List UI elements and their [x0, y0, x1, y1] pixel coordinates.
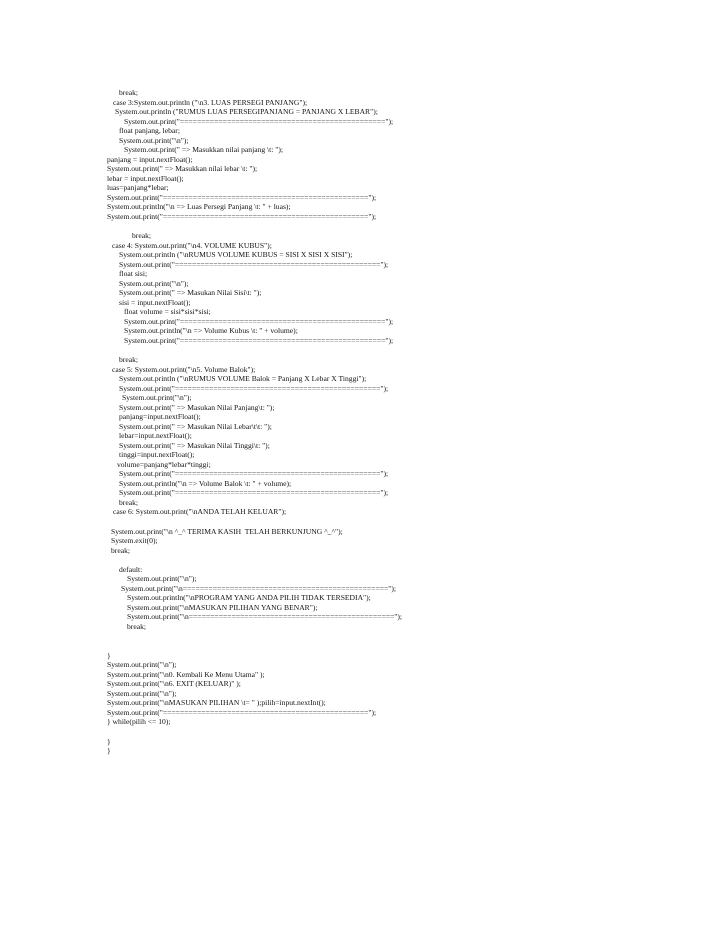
code-line: System.out.print("\n================================================");	[127, 612, 403, 621]
code-line: System.out.print(" => Masukkan nilai panjang \t: ");	[124, 145, 284, 154]
code-line: System.exit(0);	[111, 536, 158, 545]
code-line: case 6: System.out.print("\nANDA TELAH KELUAR");	[113, 507, 287, 516]
code-line: case 3:System.out.println ("\n3. LUAS PERSEGI PANJANG");	[113, 98, 308, 107]
code-line: break;	[111, 546, 130, 555]
code-line: System.out.println("\n => Luas Persegi Panjang \t: " + luas);	[107, 202, 291, 211]
code-line: System.out.print("\n");	[119, 136, 189, 145]
code-line: case 4: System.out.print("\n4. VOLUME KUBUS");	[112, 241, 272, 250]
code-line: System.out.print(" => Masukan Nilai Sisi\t: ");	[119, 288, 262, 297]
code-line: break;	[132, 231, 151, 240]
code-line: System.out.print("\n================================================");	[121, 584, 397, 593]
code-line: System.out.print("================================================");	[107, 708, 377, 717]
code-line: System.out.print("\nMASUKAN PILIHAN YANG BENAR");	[127, 603, 318, 612]
code-line: System.out.print("\n");	[127, 574, 197, 583]
code-line: System.out.print(" => Masukan Nilai Lebar\t\t: ");	[119, 422, 272, 431]
code-line: } while(pilih <= 10);	[107, 717, 171, 726]
code-line: System.out.print("================================================");	[119, 384, 389, 393]
code-line: panjang=input.nextFloat();	[119, 412, 201, 421]
code-line: System.out.print("================================================");	[124, 117, 394, 126]
code-line: break;	[119, 355, 138, 364]
code-line: tinggi=input.nextFloat();	[119, 450, 195, 459]
code-line: lebar = input.nextFloat();	[107, 174, 184, 183]
code-line: System.out.print("\n");	[107, 660, 177, 669]
code-line: System.out.print("================================================");	[119, 488, 389, 497]
code-line: panjang = input.nextFloat();	[107, 155, 193, 164]
code-line: System.out.print(" => Masukkan nilai lebar \t: ");	[107, 164, 258, 173]
code-line: default:	[119, 565, 143, 574]
code-line: System.out.print("\n0. Kembali Ke Menu Utama" );	[107, 670, 265, 679]
code-line: }	[107, 737, 111, 746]
code-line: System.out.print("================================================");	[124, 336, 394, 345]
code-line: lebar=input.nextFloat();	[119, 431, 192, 440]
code-line: float volume = sisi*sisi*sisi;	[124, 307, 211, 316]
code-line: case 5: System.out.print("\n5. Volume Balok");	[112, 365, 256, 374]
code-line: volume=panjang*lebar*tinggi;	[117, 460, 211, 469]
code-line: break;	[119, 88, 138, 97]
code-line: float panjang, lebar;	[119, 126, 180, 135]
code-line: System.out.println ("\nRUMUS VOLUME Balok = Panjang X Lebar X Tinggi");	[119, 374, 367, 383]
code-line: System.out.print(" => Masukan Nilai Panjang\t: ");	[119, 403, 275, 412]
code-line: System.out.print("================================================");	[107, 212, 377, 221]
code-line: System.out.println("\n => Volume Kubus \t: " + volume);	[124, 326, 298, 335]
code-line: System.out.print("\nMASUKAN PILIHAN \t= " );pilih=input.nextInt();	[107, 698, 326, 707]
code-line: }	[107, 651, 111, 660]
code-line: System.out.print("\n");	[122, 393, 192, 402]
code-line: System.out.print("================================================");	[107, 193, 377, 202]
code-line: System.out.print("\n");	[107, 689, 177, 698]
code-line: System.out.print("================================================");	[119, 260, 389, 269]
code-line: break;	[119, 498, 138, 507]
code-line: System.out.println("\nPROGRAM YANG ANDA PILIH TIDAK TERSEDIA");	[127, 593, 371, 602]
code-line: System.out.print("================================================");	[119, 469, 389, 478]
code-line: System.out.println ("\nRUMUS VOLUME KUBUS = SISI X SISI X SISI");	[119, 250, 353, 259]
code-line: }	[107, 746, 111, 755]
code-line: System.out.println ("RUMUS LUAS PERSEGIPANJANG = PANJANG X LEBAR");	[115, 107, 378, 116]
code-line: System.out.print(" => Masukan Nilai Tinggi\t: ");	[119, 441, 270, 450]
code-line: luas=panjang*lebar;	[107, 183, 169, 192]
code-line: System.out.println("\n => Volume Balok \t: " + volume);	[119, 479, 292, 488]
code-line: System.out.print("\n");	[119, 279, 189, 288]
code-line: System.out.print("\n6. EXIT (KELUAR)" );	[107, 679, 241, 688]
code-line: float sisi;	[119, 269, 148, 278]
code-line: System.out.print("\n ^_^ TERIMA KASIH TELAH BERKUNJUNG ^_^");	[111, 527, 343, 536]
code-line: System.out.print("================================================");	[124, 317, 394, 326]
code-line: break;	[127, 622, 146, 631]
code-line: sisi = input.nextFloat();	[119, 298, 191, 307]
